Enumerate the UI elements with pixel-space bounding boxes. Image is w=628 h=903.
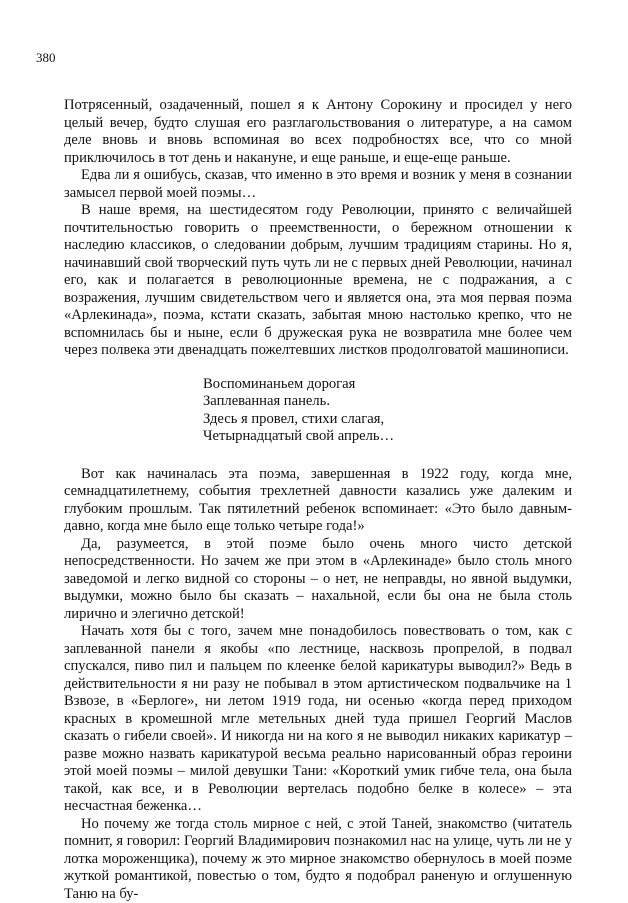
verse-line: Заплеванная панель.	[203, 393, 572, 411]
verse-line: Воспоминаньем дорогая	[203, 376, 572, 394]
paragraph: Но почему же тогда столь мирное с ней, с этой Таней, знакомство (читатель помнит, я говорил: Георгий Владимирович познакомил нас на улице, чуть ли не у лотка мороженщика), почему ж это мирное знакомство обернулось в моей поэме жуткой романтикой, повестью о том, будто я подобрал раненую и оглушенную Таню на бу-	[64, 816, 572, 903]
paragraph: Вот как начиналась эта поэма, завершенная в 1922 году, когда мне, семнадцатилетнему, события трехлетней давности казались уже далеким и глубоким прошлым. Так пятилетний ребенок вспоминает: «Это было давным-давно, когда мне было еще только четыре года!»	[64, 466, 572, 536]
body-text	[64, 97, 572, 903]
verse-line: Здесь я провел, стихи слагая,	[203, 411, 572, 429]
paragraph: Потрясенный, озадаченный, пошел я к Антону Сорокину и просидел у него целый вечер, будто слушая его разглагольствования о литературе, а на самом деле вновь и вновь вспоминая во всех подробностях все, что со мной приключилось в тот день и накануне, и еще раньше, и еще-еще раньше.	[64, 97, 572, 167]
paragraph: Едва ли я ошибусь, сказав, что именно в это время и возник у меня в сознании замысел первой моей поэмы…	[64, 167, 572, 202]
paragraph: В наше время, на шестидесятом году Революции, принято с величайшей почтительностью говорить о преемственности, о бережном отношении к наследию классиков, о следовании добрым, лучшим традициям старины. Но я, начинавший свой творческий путь чуть ли не с первых дней Революции, начинал его, как и полагается в революционные времена, не с подражания, а с возражения, лучшим свидетельством чего и является она, эта моя первая поэма «Арлекинада», поэма, кстати сказать, забытая мною настолько крепко, что не вспомнилась бы и ныне, если б дружеская рука не возвратила мне более чем через полвека эти двенадцать пожелтевших листков продолговатой машинописи.	[64, 202, 572, 360]
paragraph: Начать хотя бы с того, зачем мне понадобилось повествовать о том, как с заплеванной панели я якобы «по лестнице, насквозь пропрелой, в подвал спускался, пиво пил и пальцем по клеенке белой карикатуры выводил?» Ведь в действительности я ни разу не побывал в этом артистическом подвальчике на 1 Взвозе, в «Берлоге», ни летом 1919 года, ни осенью «когда перед приходом красных в кромешной мгле метельных дней туда пришел Георгий Маслов сказать о гибели своей». И никогда ни на кого я не выводил никаких карикатур – разве можно назвать карикатурой весьма реально нарисованный образ героини этой моей поэмы – милой девушки Тани: «Короткий умик гибче тела, она была такой, как все, и в Революции вертелась подобно белке в колесе» – эта несчастная беженка…	[64, 623, 572, 816]
paragraph: Да, разумеется, в этой поэме было очень много чисто детской непосредственности. Но зачем же при этом в «Арлекинаде» было столь много заведомой и легко видной со стороны – о нет, не неправды, но явной выдумки, выдумки, можно было бы сказать – нахальной, если бы она не была столь лирично и элегично детской!	[64, 536, 572, 624]
verse-quote	[203, 376, 572, 446]
page-number: 380	[36, 50, 56, 66]
verse-line: Четырнадцатый свой апрель…	[203, 428, 572, 446]
